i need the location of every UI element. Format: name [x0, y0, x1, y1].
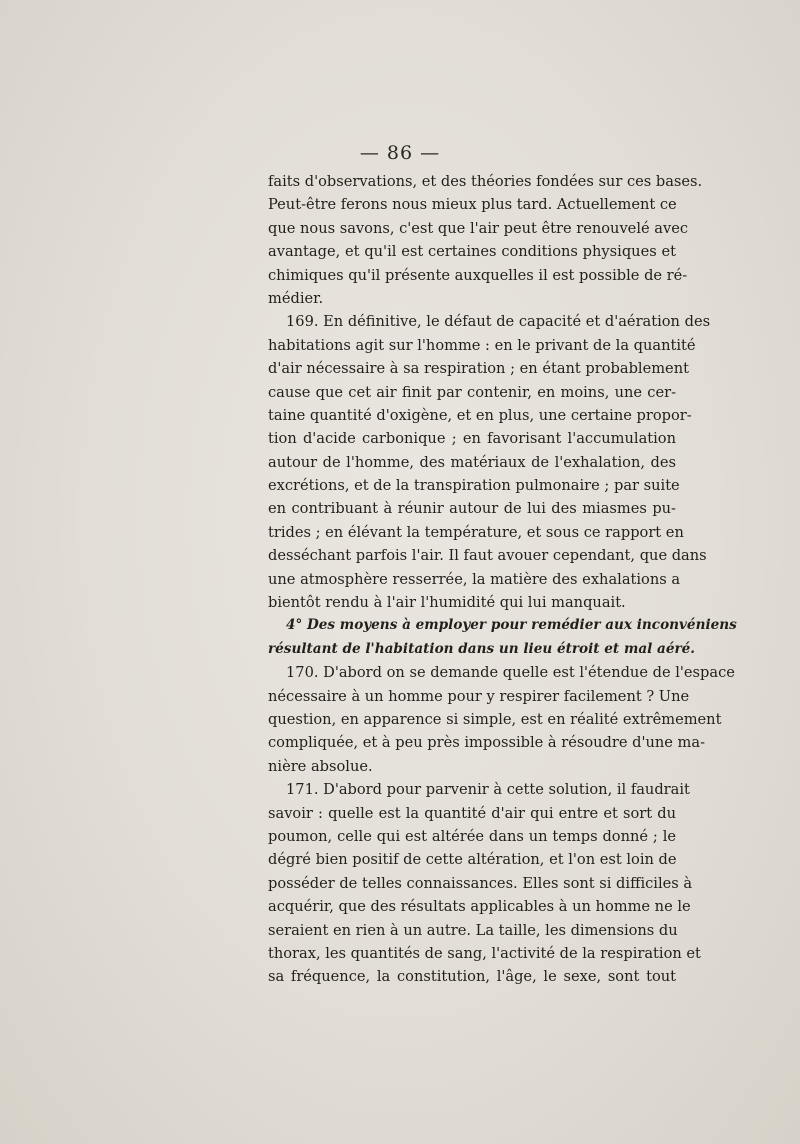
text-line: taine quantité d'oxigène, et en plus, une certaine propor-	[268, 406, 692, 424]
text-line: médier.	[268, 289, 324, 307]
text-line: que nous savons, c'est que l'air peut être renouvelé avec	[268, 219, 689, 237]
text-line: chimiques qu'il présente auxquelles il est possible de ré-	[268, 266, 688, 284]
text-line: habitations agit sur l'homme : en le privant de la quantité	[268, 336, 696, 354]
text-line: nécessaire à un homme pour y respirer facilement ? Une	[268, 687, 690, 705]
text-line: nière absolue.	[268, 757, 373, 775]
text-line: thorax, les quantités de sang, l'activité de la respiration et	[268, 944, 701, 962]
section-heading-line: résultant de l'habitation dans un lieu étroit et mal aéré.	[268, 640, 696, 657]
text-line: cause que cet air finit par contenir, en moins, une cer-	[268, 383, 676, 401]
text-line: savoir : quelle est la quantité d'air qui entre et sort du	[268, 804, 676, 822]
text-line: faits d'observations, et des théories fondées sur ces bases.	[268, 173, 703, 190]
text-line: bientôt rendu à l'air l'humidité qui lui manquait.	[268, 594, 626, 612]
text-line: en contribuant à réunir autour de lui des miasmes pu-	[268, 500, 676, 518]
text-line: poumon, celle qui est altérée dans un temps donné ; le	[268, 827, 676, 845]
text-line: desséchant parfois l'air. Il faut avouer cependant, que dans	[268, 547, 707, 565]
text-line: excrétions, et de la transpiration pulmonaire ; par suite	[268, 477, 680, 495]
text-line: 169. En définitive, le défaut de capacité et d'aération des	[286, 313, 711, 331]
text-line: 170. D'abord on se demande quelle est l'étendue de l'espace	[286, 664, 735, 682]
text-line: compliquée, et à peu près impossible à résoudre d'une ma-	[268, 734, 706, 752]
text-line: posséder de telles connaissances. Elles sont si difficiles à	[268, 874, 693, 892]
text-line: seraient en rien à un autre. La taille, les dimensions du	[268, 921, 678, 939]
text-line: autour de l'homme, des matériaux de l'exhalation, des	[268, 453, 676, 471]
text-line: trides ; en élévant la température, et sous ce rapport en	[268, 523, 684, 541]
text-line: 171. D'abord pour parvenir à cette solution, il faudrait	[286, 781, 690, 799]
text-line: tion d'acide carbonique ; en favorisant l'accumulation	[268, 430, 676, 448]
text-line: une atmosphère resserrée, la matière des exhalations a	[268, 570, 681, 588]
text-line: avantage, et qu'il est certaines conditions physiques et	[268, 243, 676, 261]
text-line: acquérir, que des résultats applicables à un homme ne le	[268, 898, 691, 916]
text-line: Peut-être ferons nous mieux plus tard. Actuellement ce	[268, 196, 677, 214]
text-line: dégré bien positif de cette altération, et l'on est loin de	[268, 851, 677, 869]
text-line: sa fréquence, la constitution, l'âge, le sexe, sont tout	[268, 968, 676, 986]
text-line: d'air nécessaire à sa respiration ; en étant probablement	[268, 360, 689, 378]
page-number: — 86 —	[359, 142, 441, 164]
body-text	[268, 170, 737, 989]
text-line: question, en apparence si simple, est en réalité extrêmement	[268, 710, 722, 728]
section-heading-line: 4° Des moyens à employer pour remédier aux inconvéniens	[286, 617, 737, 634]
